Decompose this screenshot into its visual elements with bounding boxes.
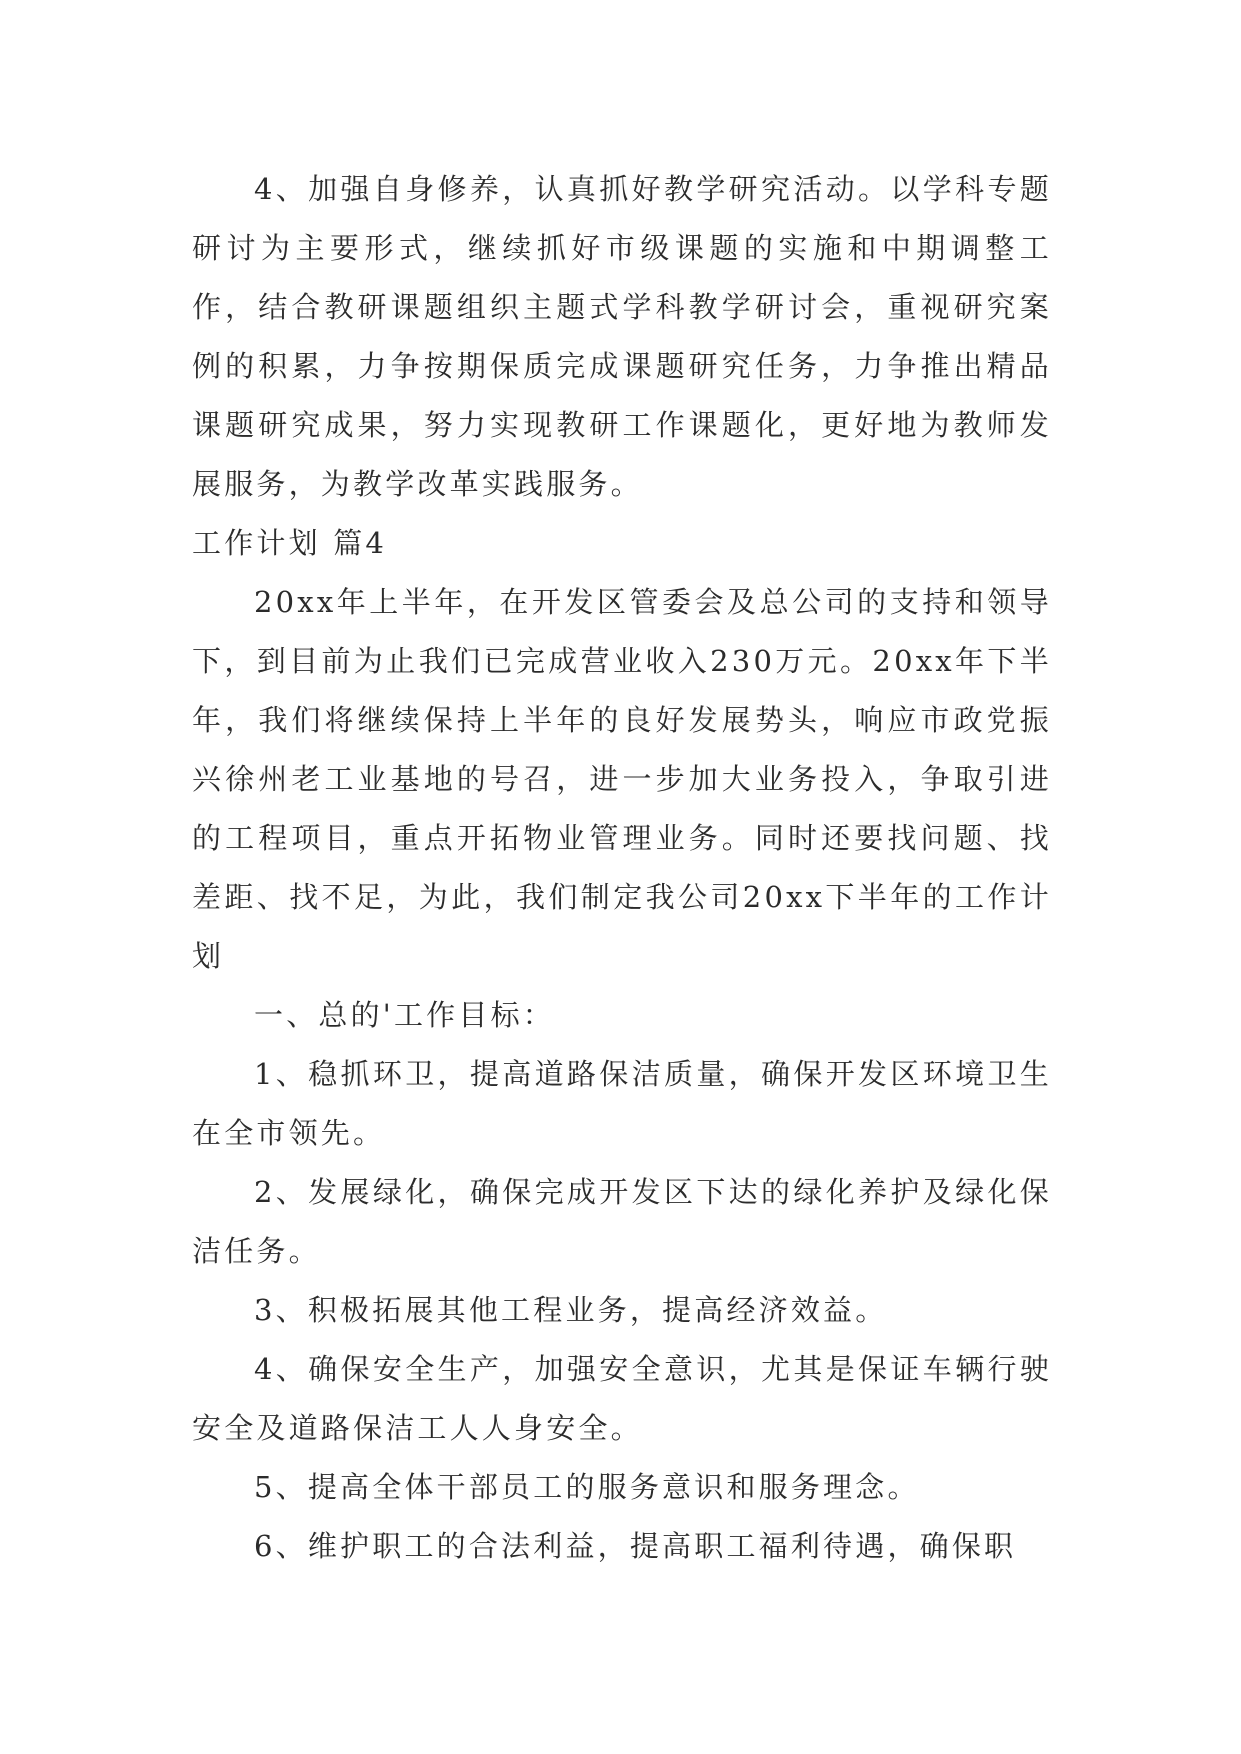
paragraph-goal-1: 1、稳抓环卫，提高道路保洁质量，确保开发区环境卫生在全市领先。 xyxy=(192,1057,1052,1150)
paragraph-goals-title: 一、总的'工作目标： xyxy=(254,998,555,1032)
document-page xyxy=(192,160,1052,1576)
paragraph-goal-3: 3、积极拓展其他工程业务，提高经济效益。 xyxy=(254,1293,888,1327)
paragraph-research: 4、加强自身修养，认真抓好教学研究活动。以学科专题研讨为主要形式，继续抓好市级课题的实施和中期调整工作，结合教研课题组织主题式学科教学研讨会，重视研究案例的积累，力争按期保质完成课题研究任务，力争推出精品课题研究成果，努力实现教研工作课题化，更好地为教师发展服务，为教学改革实践服务。 xyxy=(192,172,1052,501)
section-heading: 工作计划 篇4 xyxy=(192,526,388,560)
paragraph-goal-5: 5、提高全体干部员工的服务意识和服务理念。 xyxy=(254,1470,920,1504)
paragraph-goal-6: 6、维护职工的合法利益，提高职工福利待遇，确保职 xyxy=(254,1529,1017,1563)
paragraph-goal-2: 2、发展绿化，确保完成开发区下达的绿化养护及绿化保洁任务。 xyxy=(192,1175,1052,1268)
paragraph-intro: 20xx年上半年，在开发区管委会及总公司的支持和领导下，到目前为止我们已完成营业收入230万元。20xx年下半年，我们将继续保持上半年的良好发展势头，响应市政党振兴徐州老工业基地的号召，进一步加大业务投入，争取引进的工程项目，重点开拓物业管理业务。同时还要找问题、找差距、找不足，为此，我们制定我公司20xx下半年的工作计划 xyxy=(192,585,1052,973)
paragraph-goal-4: 4、确保安全生产，加强安全意识，尤其是保证车辆行驶安全及道路保洁工人人身安全。 xyxy=(192,1352,1052,1445)
